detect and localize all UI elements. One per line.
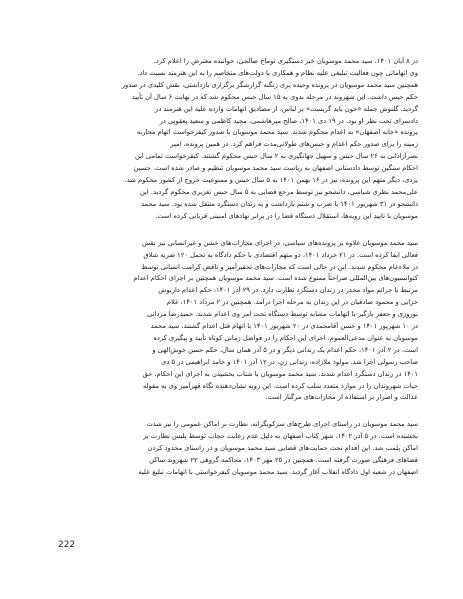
text-line: اصفهان در شعبه اول دادگاه انقلاب آغاز گردید. سید محمد موسویان کیفرخواستی با اتهامات تبلیغ علیه (138, 468, 418, 476)
text-line: دادسرای تحت نظر او بود. در ۱۹ دی ۱۴۰۱، صالح میرهاشمی، مجید کاظمی و سعید یعقوبی در (159, 116, 418, 125)
text-line: است. در ۲ آذر ۱۴۰۱، حکم اعدام یک زندانی دیگر و در ۵ آذر همان سال، حکم حسن خوش‌الهی و (152, 345, 418, 354)
text-line: نوروزی و جعفر بازگیر با اتهامات مشابه توسط دستگاه تحت امر وی اعدام شدند. حمیدرضا مردانی (147, 310, 418, 319)
text-line: ۱۴۰۱ در زندان دستگرد اعدام شدند. سید محمد موسویان با شتاب بخشیدن به اجرای این احکام، حق (142, 369, 418, 378)
text-line: احکام سنگین توسط دادستانی اصفهان به ریاست سید محمد موسویان تنظیم و صادر شده است. حسین (133, 164, 418, 173)
text-line: سید محمد موسویان علاوه بر پرونده‌های سیاسی، در اجرای مجازات‌های خشن و غیرانسانی نیز نقش (141, 238, 418, 247)
text-line: موسویان با تایید این رویه‌ها، استقلال دستگاه قضا را در برابر نهادهای امنیتی قربانی کرده است. (155, 211, 418, 220)
paragraph-1 (58, 56, 418, 223)
text-line: صاحب رسولی اجرا شد. مولود ملازاده، زندانی زن، در ۱۲ آذر ۱۴۰۱ و حامد ابراهیمی در ۵ دی (161, 357, 418, 366)
paragraph-3 (58, 419, 418, 479)
page-number: 222 (58, 540, 76, 550)
text-line: در ۸ آبان ۱۴۰۱، سید محمد موسویان خبر دستگیری توماج صالحی، خواننده معترض را اعلام کرد. (153, 57, 418, 65)
paragraph-2 (58, 238, 418, 405)
text-line: موسویان به عنوان مدعی‌العموم، اجرای این احکام را در فواصل زمانی کوتاه تأیید و پیگیری کرده (153, 333, 418, 342)
text-line: کنوانسیون‌های بین‌المللی صراحتاً ممنوع شده است. سید محمد موسویان همچنین بر اجرای احکام اعدام (133, 274, 418, 283)
text-line: بخشیده است. در ۵ آذر ۱۴۰۲، شهر کتاب اصفهان به دلیل عدم رعایت حجاب توسط پلیس نظارت بر (143, 432, 418, 441)
text-line: پرونده «خانه اصفهان» به اعدام محکوم شدند. سید محمد موسویان با صدور کیفرخواست اتهام محاربه (136, 128, 418, 137)
text-line: نصرآزادانی به ۲۶ سال حبس و سهیل جهانگیری به ۲ سال حبس محکوم گشتند. کیفرخواست تمامی این (134, 152, 418, 161)
text-line: مرتبط با جرائم مواد مخدر در زندان دستگرد نظارت دارد. در ۲۹ آذر ۱۴۰۱، حکم اعدام داریوش (158, 286, 418, 295)
text-line: گردید. گلنوش جمله «خون باید گریست» بر لباس، از مصادیق اتهامات وارده علیه این هنرمند در (155, 104, 418, 113)
text-line: حیات شهروندان را در موارد متعدد سلب کرده است. این رویه نشان‌دهنده نگاه قهرآمیز وی به مقوله (142, 381, 418, 390)
text-line: یزدی، دیگر متهم این پرونده، نیز در ۱۶ بهمن ۱۴۰۱ به ۵ سال حبس و ممنوعیت خروج از کشور محکوم شد. (124, 176, 418, 185)
text-line: علی‌محمد نظری شیاسی، دانشجو نیز توسط مرجع قضایی به ۵ سال حبس تعزیری محکوم گردید. این (139, 187, 418, 196)
text-line: خزایی و محمود صادقیان در این زندان به مرحله اجرا درآمد. همچنین در ۲ مرداد ۱۴۰۱، غلام (166, 298, 418, 307)
body-text (58, 56, 418, 494)
text-line: زمینه را برای صدور حکم اعدام و حبس‌های طولانی‌مدت فراهم کرد. در همین پرونده، امیر (170, 140, 418, 149)
text-line: وی اتهاماتی چون فعالیت تبلیغی علیه نظام و همکاری با دولت‌های متخاصم را به این هنرمند نسبت داد. (137, 68, 418, 77)
text-line: دانشجو در ۳۱ شهریور ۱۴۰۱ با ضرب و شتم بازداشت و به زندان دستگرد منتقل شده بود. سید محمد (141, 199, 418, 208)
text-line: عدالت و اصرار بر استفاده از مجازات‌های مرگبار است. (265, 393, 418, 402)
text-line: در ۱۰ شهریور ۱۴۰۱ و حسن آقامحمدی در ۲۰ شهریور ۱۴۰۱ با اتهام قتل اعدام گشتند. سید محمد (150, 322, 418, 331)
text-line: اماکن پلمب شد. این اقدام تحت حمایت‌های قضایی سید محمد موسویان و در راستای محدود کردن (147, 444, 418, 453)
text-line: همچنین سید محمد موسویان در پرونده وحیده پری زنگنه گزارشگر برگزاری بازداشتی، نقش کلیدی در صدور (121, 80, 418, 89)
text-line: فضاهای فرهنگی صورت گرفته است. همچنین در ۲۵ مهر ۱۴۰۳، محاکمه گروهی ۲۲ شهروند ساکن (149, 456, 418, 465)
text-line: سید محمد موسویان در راستای اجرای طرح‌های سرکوبگرانه، نظارت بر اماکن عمومی را نیز شدت (146, 420, 418, 429)
text-line: حکم حبس داشت. این شهروند در مرحله بدوی به ۱۵ سال حبس محکوم شد که در نهایت ۶ سال آن تأیید (131, 92, 418, 101)
text-line: در ملاءعام محکوم شدند. این در حالی است که مجازات‌های تحقیرآمیز و ناقض کرامت انسانی توسط (141, 262, 418, 271)
text-line: فعالی ایفا کرده است. در ۲۱ خرداد ۱۴۰۱، دو متهم اقتصادی با حکم دادگاه به تحمل ۱۲۰ ضربه شلاق (143, 250, 418, 259)
